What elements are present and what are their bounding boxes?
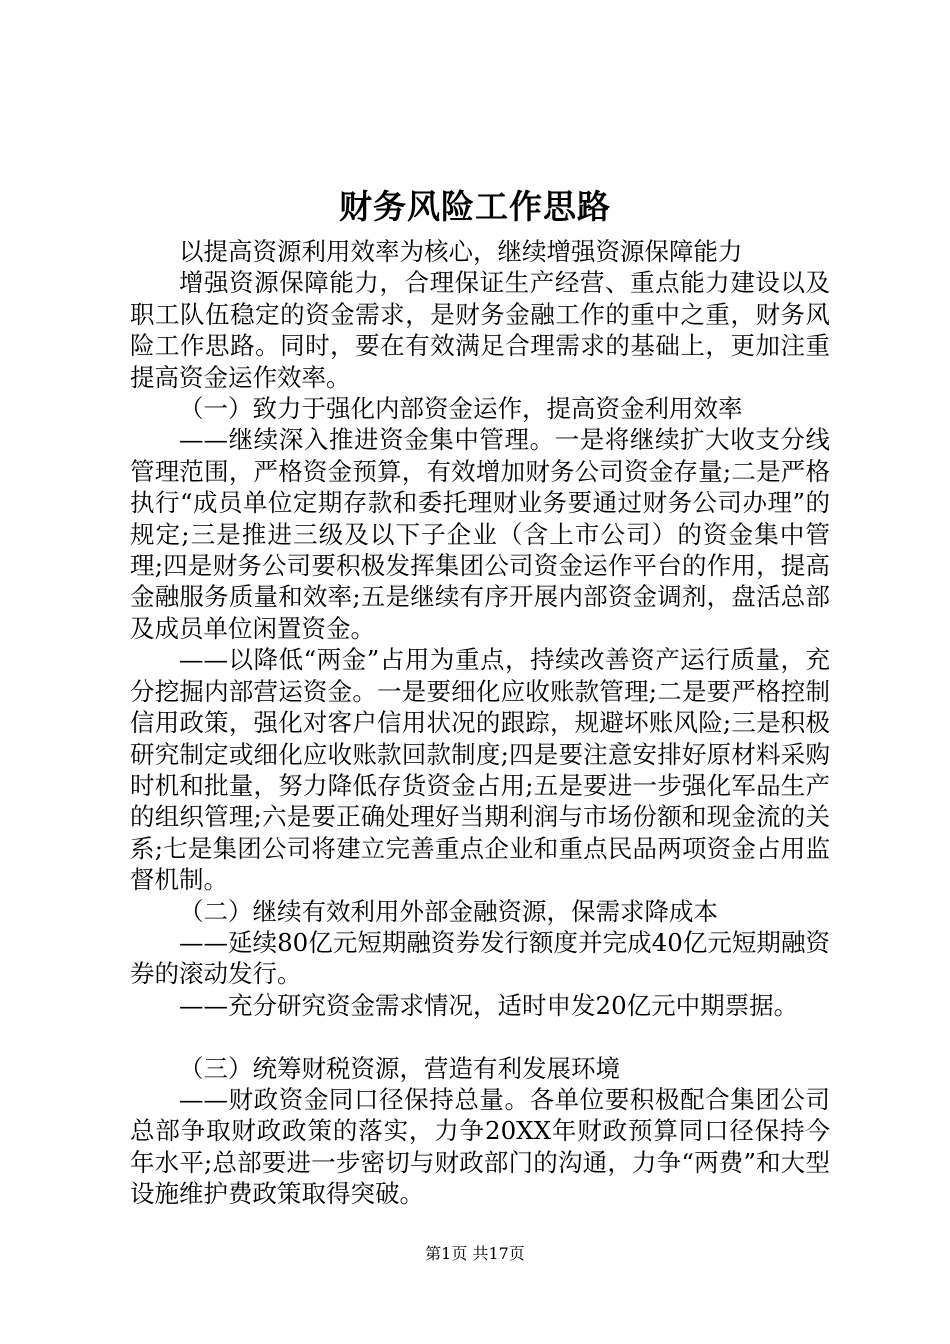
- body-paragraph: 增强资源保障能力，合理保证生产经营、重点能力建设以及职工队伍稳定的资金需求，是财务金融工作的重中之重，财务风险工作思路。同时，要在有效满足合理需求的基础上，更加注重提高资金运作效率。: [130, 268, 830, 392]
- subsection-heading: （二）继续有效利用外部金融资源，保需求降成本: [179, 896, 718, 926]
- page-footer: 第1页 共17页: [425, 1244, 525, 1263]
- document-title: 财务风险工作思路: [339, 187, 611, 226]
- blank-line: [130, 1021, 830, 1052]
- body-paragraph: ——以降低“两金”占用为重点，持续改善资产运行质量，充分挖掘内部营运资金。一是要细化应收账款管理;二是要严格控制信用政策，强化对客户信用状况的跟踪，规避坏账风险;三是积极研究制定或细化应收账款回款制度;四是要注意安排好原材料采购时机和批量，努力降低存货资金占用;五是要进一步强化军品生产的组织管理;六是要正确处理好当期利润与市场份额和现金流的关系;七是集团公司将建立完善重点企业和重点民品两项资金占用监督机制。: [130, 645, 830, 895]
- document-body: [130, 236, 830, 1210]
- body-paragraph: ——财政资金同口径保持总量。各单位要积极配合集团公司总部争取财政政策的落实，力争20XX年财政预算同口径保持今年水平;总部要进一步密切与财政部门的沟通，力争“两费”和大型设施维护费政策取得突破。: [130, 1084, 830, 1209]
- section-heading: 以提高资源利用效率为核心，继续增强资源保障能力: [179, 237, 743, 266]
- body-paragraph: ——充分研究资金需求情况，适时申发20亿元中期票据。: [179, 990, 799, 1020]
- subsection-heading: （一）致力于强化内部资金运作，提高资金利用效率: [179, 394, 743, 424]
- body-paragraph: ——继续深入推进资金集中管理。一是将继续扩大收支分线管理范围，严格资金预算，有效增加财务公司资金存量;二是严格执行“成员单位定期存款和委托理财业务要通过财务公司办理”的规定;三是推进三级及以下子企业（含上市公司）的资金集中管理;四是财务公司要积极发挥集团公司资金运作平台的作用，提高金融服务质量和效率;五是继续有序开展内部资金调剂，盘活总部及成员单位闲置资金。: [130, 425, 830, 643]
- body-paragraph: ——延续80亿元短期融资券发行额度并完成40亿元短期融资券的滚动发行。: [130, 927, 830, 989]
- subsection-heading: （三）统筹财税资源，营造有利发展环境: [179, 1053, 620, 1083]
